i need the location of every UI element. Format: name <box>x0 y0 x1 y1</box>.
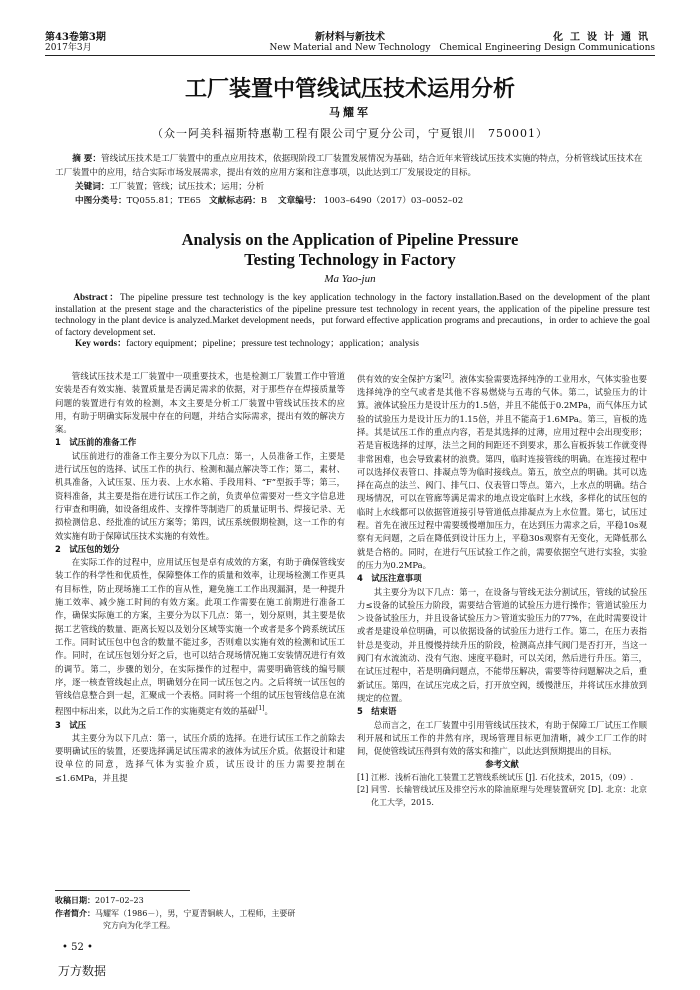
article-title-en-text: Analysis on the Application of Pipeline Pressure Testing Technology in Factory <box>181 230 519 269</box>
references-title: 参考文献 <box>485 759 519 770</box>
reference-2 <box>357 784 647 809</box>
section-heading-1: 1 试压前的准备工作 <box>55 437 137 448</box>
intro-paragraph: 管线试压技术是工厂装置中一项重要技术，也是检测工厂装置工作中管道安装是否有效实施、装置质量是否满足需求的依据，对于那些存在焊接质量等问题的装置进行有效的检测，本文主要是分析工厂装置中管线试压技术的应用，有助于明确实际发展中存在的问题，并结合实际需求，提出有效的解决方案。 <box>55 371 345 435</box>
affiliation-cn: （众一阿美科福斯特惠勒工程有限公司宁夏分公司，宁夏银川 750001） <box>152 127 548 140</box>
keywords-cn <box>55 180 650 194</box>
keywords-en <box>55 338 650 350</box>
section-heading-2: 2 试压包的划分 <box>55 543 120 554</box>
section-3-paragraph: 其主要分为以下几点：第一，试压介质的选择。在进行试压工作之前除去要明确试压的装置，还要选择满足试压需求的液体为试压介质。依据设计和建设单位的同意，选择气体为实验介质，试压设计的压力需要控制在≤1.6MPa，并且提 <box>55 732 345 783</box>
class-label: 中图分类号： <box>75 196 127 206</box>
footnote-divider <box>55 890 190 891</box>
section-1-paragraph: 试压前进行的准备工作主要分为以下几点：第一，人员准备工作，主要是进行试压包的选择、试压工作的执行、检测和漏点解决等工作；第二，素材、机具准备，入试压泵、压力表、上水水箱、手段用料、“F”型扳手等；第三，资料准备，其主要是指在进行试压工作之前，负责单位需要对一些文字信息进行审查和明确，如设备组成件、支撑件等制造厂的质量证明书、焊接记录、无损检测信息、经批准的试压方案等；第四，试压系统假期检测，这一工作的有效实施有助于保障试压技术实施的有效性。 <box>55 450 345 541</box>
reference-2-text: 同雪．长输管线试压及排空污水的除油原理与处理装置研究 [D]. 北京：北京化工大学，2015. <box>371 785 647 807</box>
header-brand-en: Chemical Engineering Design Communications <box>439 43 655 53</box>
article-title-cn: 工厂装置中管线试压技术运用分析 <box>184 77 515 102</box>
section-4-paragraph: 其主要分为以下几点：第一，在设备与管线无法分割试压，管线的试验压力≤设备的试验压力阶段，需要结合管道的试验压力进行操作；管道试验压力＞设备试验压力，并且设备试验压力＞管道实验压力的77%，在此时需要设计或者是建设单位明确，可以依据设备的试验压力进行工作。第二，在压力表指针总是变动，并且慢慢持续升压的阶段，检测高点排气阀门是否打开，当这一阀门有水流流动、没有气泡、速度平稳时，可以关闭，然后进行升压。第三，在试压过程中，若是明确问题点，不能带压解决，需要等待问题解决之后，重新试压。第四，在试压完成之后，打开放空阀，缓慢泄压，并将试压水排放到规定的位置。 <box>357 586 647 703</box>
author-bio-line2: 究方向为化学工程。 <box>103 921 175 930</box>
abstract-cn-text: 管线试压技术是工厂装置中的重点应用技术，依据现阶段工厂装置发展情况为基础，结合近年来管线试压技术实施的特点，分析管线试压技术在工厂装置中的应用，结合实际市场发展需求，提出有效的应用方案和注意事项，以此达到工厂发展设定的目标。 <box>55 154 643 178</box>
author-en: Ma Yao-jun <box>324 273 376 285</box>
header-date: 2017年3月 <box>45 43 92 53</box>
section-2-text: 在实际工作的过程中，应用试压包是卓有成效的方案，有助于确保管线安装工作的科学性和优质性，保障整体工作的质量和效率，让现场检测工作更具有目标性，防止现场施工工作的盲从性，避免施工工作出现漏洞，是一种提升施工效率、减少施工时间的有效方案。此项工作需要在施工前期进行准备工作，确保实际施工的方案，主要分为以下几点：第一，划分原则，其主要是依据工艺管线的数量、距离长短以及划分区域等实施一个或者是多个跨系统试压工作。同时试压包中包含的数量不能过多，否则难以实施有效的检测和试压工作。同时，在试压包划分好之后，也可以结合现场情况施工安装情况进行有效的调节。第二，步骤的划分，在实际操作的过程中，需要明确管线的编号顺序，逐一核查管线起止点，明确划分在同一试压包之内。之后将统一试压包的管线信息整合到一起，汇聚成一个表格。同时将一个组的试压包管线信息在流程图中标出来，以此为之后工作的实施奠定有效的基础 <box>55 557 345 717</box>
section-3-cont-rest: 。液体实验需要选择纯净的工业用水，气体实验也要选择纯净的空气或者是其他不容易燃烧与五毒的气体。第二，试验压力的计算。液体试验压力是设计压力的1.5倍，并且不能低于0.2MPa，而气体压力试验的试验压力是设计压力的1.15倍，并且不能高于1.6MPa。第三，盲板的选择。其是试压工作的重点内容，若是其选择的过薄，应用过程中会出现变形；若是盲板选择的过厚，法兰之间的间距还不到要求，那么盲板拆装工作就变得非常困难，也会导致素材的浪费。第四，临时连接管线的明确。在连接过程中可以选择仪表管口、排凝点等为临时接线点。第五，放空点的明确。其可以选择在高点的法兰、阀门、排气口、仪表管口等点。第六，上水点的明确。结合现场情况，可以在管廊等满足需求的地点设定临时上水线，多样化的试压包的临时上水线都可以依据管道接引导管道低点排凝点为上水位置。第七，试压过程。首先在液压过程中需要缓慢增加压力，在达到压力需求之后，平稳10s观察有无问题，之后在降低到设计压力上，平稳30s观察有无变化，无降低那么就是合格的。同时，在进行气压试验工作之前，需要依据空气进行实验，实验的压力为0.2MPa。 <box>357 373 648 570</box>
reference-2-number: [2] <box>357 785 369 795</box>
articleno-label: 文章编号： <box>278 196 321 206</box>
section-3-cont-text: 供有效的安全保护方案 <box>357 373 443 384</box>
received-label: 收稿日期： <box>55 896 95 905</box>
abstract-en-label: Abstract： <box>73 292 121 302</box>
author-bio-line1: 马耀军（1986－），男，宁夏青铜峡人，工程师，主要研 <box>95 908 296 918</box>
article-title-en <box>0 230 700 270</box>
keywords-en-text: factory equipment；pipeline；pressure test technology；application；analysis <box>126 338 419 348</box>
keywords-en-label: Key words： <box>75 338 127 348</box>
footnote <box>55 895 345 933</box>
doccode-value: B <box>260 196 268 206</box>
classification-line <box>55 194 650 208</box>
abstract-cn <box>55 152 650 208</box>
section-heading-4: 4 试压注意事项 <box>357 573 422 584</box>
section-2-end: 。 <box>264 706 273 717</box>
header-journal-en: New Material and New Technology <box>269 43 431 53</box>
page-number: • 52 • <box>62 942 93 953</box>
header-brand <box>439 32 655 54</box>
header-journal-cn: 新材料与新技术 <box>315 32 385 43</box>
running-header <box>45 30 655 62</box>
citation-1: [1] <box>256 705 265 713</box>
author-bio-label: 作者简介： <box>55 908 95 918</box>
section-heading-3: 3 试压 <box>55 719 86 730</box>
class-value: TQ055.81；TE65 <box>126 196 201 206</box>
body-column-left <box>55 370 345 785</box>
author-cn: 马耀军 <box>329 106 371 119</box>
section-2-paragraph <box>55 556 345 718</box>
reference-1-text: 江彬．浅析石油化工装置工艺管线系统试压 [J]. 石化技术，2015，（09）. <box>371 772 634 782</box>
header-brand-cn: 化工设计通讯 <box>553 32 655 43</box>
doccode-label: 文献标志码： <box>209 196 261 206</box>
body-column-right <box>357 370 647 809</box>
reference-1 <box>357 772 647 785</box>
section-heading-5: 5 结束语 <box>357 706 397 717</box>
received-date: 2017–02–23 <box>95 896 144 905</box>
citation-2: [2] <box>442 373 451 380</box>
abstract-cn-label: 摘 要： <box>72 154 101 164</box>
keywords-cn-label: 关键词： <box>75 182 110 192</box>
watermark: 万方数据 <box>58 964 107 978</box>
header-divider <box>45 55 655 56</box>
keywords-cn-text: 工厂装置；管线；试压技术；运用；分析 <box>109 182 265 192</box>
reference-1-number: [1] <box>357 772 369 782</box>
header-volume: 第43卷第3期 <box>45 32 106 43</box>
section-5-paragraph: 总而言之，在工厂装置中引用管线试压技术，有助于保障工厂试压工作顺利开展和试压工作的井然有序，现场管理目标更加清晰，减少工厂工作的时间，促使管线试压得到有效的落实和推广，以此达到预期提出的目标。 <box>357 719 647 757</box>
articleno-value: 1003–6490（2017）03–0052–02 <box>323 196 464 206</box>
abstract-en-text: The pipeline pressure test technology is the key application technology in the factory installation.Based on the development of the plant installation at the present stage and the characteristics of the pipeline pressure test technology in recent years, the application of the pipeline pressure test technology in the plant device is analyzed.Market development needs，put forward effective application programs and precautions，in order to achieve the goal of factory development set. <box>55 292 650 337</box>
section-3-continued <box>357 370 647 572</box>
abstract-en <box>55 292 650 350</box>
